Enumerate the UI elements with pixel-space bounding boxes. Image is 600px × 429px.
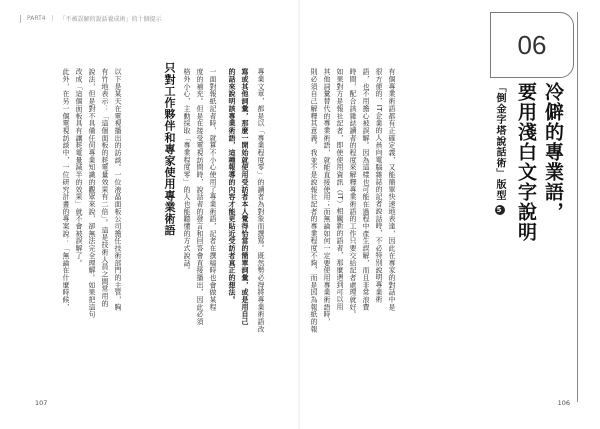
body-column: 時間，配合該雜誌讀者的程度來解釋專業術語的工作只要交給記者處理就好。 (349, 68, 357, 318)
emphasis-column: 的話來說明該專業術語，這種報導的內容才能更貼近受訪者真正的想法。 (228, 68, 236, 304)
body-column: 一面對報紙記者時，就算不小心使用了專業術語，記者在撰稿時也會做某程 (209, 68, 217, 311)
chapter-title-line-2: 要用淺白文字說明 (515, 82, 537, 242)
page-number: 107 (35, 399, 48, 407)
body-column: 則必須自己解釋其意義。我並不是說報社記者的專業程度不夠，而是因為報紙的報 (310, 68, 318, 333)
body-column: 很方便的，IT企業的人員向電腦雜誌的記者說話時，不必特別說明專業術 (375, 68, 383, 303)
body-column: 說法，但是對不具備任何專業知識的觀眾來說，卻無法完全理解。如果把這句 (88, 68, 96, 318)
body-column: 語，也不用擔心被誤解。因為這樣也可能在過程中產生誤解，而且非常浪費 (362, 68, 370, 311)
running-header (20, 14, 162, 23)
body-column: 改成「這個面板具有讓耗電量減半的效果」就不會被誤解了。 (75, 68, 83, 267)
template-label (492, 82, 507, 215)
body-column: 其他詞彙替代的專業術語，就能直接使用；而無論如何一定要使用專業術語時， (323, 68, 331, 326)
header-bar-mark (20, 15, 21, 23)
header-separator: | (51, 15, 54, 22)
template-label-text: 「倒金字塔說話術」版型 (494, 82, 505, 201)
body-column: 有竹地表示：「這個面板的耗電量效果有二倍」。這是技術人員之間常用的 (101, 68, 109, 308)
template-number-badge: 5 (495, 205, 505, 215)
emphasis-column: 寫或其他詞彙，那麼一開始就使用受訪者本人覺得恰當的簡單詞彙，或是用自己 (241, 68, 249, 326)
section-heading: 只對工作夥伴和專家使用專業術語 (163, 62, 176, 236)
body-column: 以下是某天在電視播出的訪談。一位液晶面板公司擔任技術部門的主管，胸 (114, 68, 122, 311)
body-column: 有個專業術語都有正確定義，又能簡單快速地表達，因此在專家的對話中是 (388, 68, 396, 311)
body-column: 此外，在另一個電視訪談中，一位研究計畫的專案說：「無論在什麼時候， (62, 68, 70, 311)
chapter-number: 06 (517, 29, 547, 60)
body-column: 度的補充。但是在接受電視訪問時，說話者的發言和回答會直接播出，因此必須 (196, 68, 204, 326)
chapter-rule (577, 12, 578, 402)
series-title: 「不被誤解的說話養成術」的十個提示 (59, 16, 162, 23)
part-label: PART4 (27, 15, 46, 22)
chapter-number-box (490, 12, 574, 78)
body-column: 格外小心，主動採取「專業程度零」的人也能聽懂的方式說話。 (183, 68, 191, 274)
body-column: 專業文章，都是以「專業程度零」的讀者為對象而撰寫。既然勢必得將專業術語改 (257, 68, 265, 333)
body-column: 如果對方是報社記者，即使使用資訊（IT）相關新的語者，那麼遇到可以用 (336, 68, 344, 311)
page-number: 106 (557, 399, 570, 407)
chapter-title-line-1: 冷僻的專業語， (542, 82, 564, 222)
